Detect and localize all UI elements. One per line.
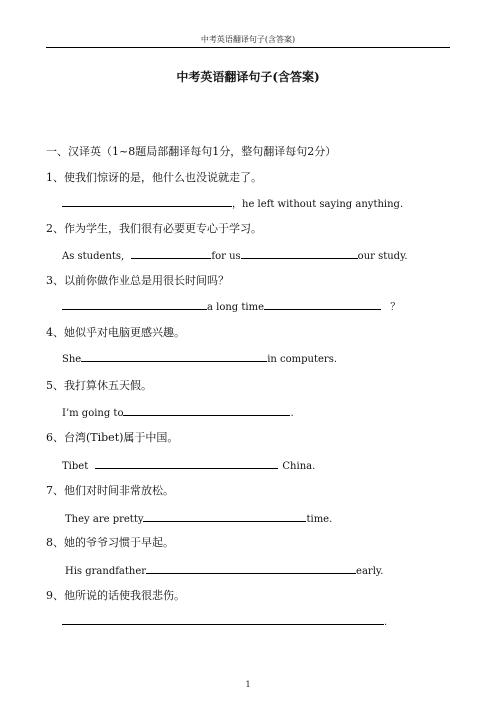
answer-9 [62,613,387,628]
question-9: 9、他所说的话使我很悲伤。 [46,589,185,602]
answer-text: Tibet [62,461,89,472]
answer-blank [62,298,207,310]
answer-text: in computers. [267,354,338,365]
answer-text: China. [282,461,316,472]
answer-text: ？ [390,302,401,313]
question-1: 1、使我们惊讶的是，他什么也没说就走了。 [46,171,262,184]
answer-text: As students, [62,251,125,262]
answer-text: ，he left without saying anything. [232,199,404,210]
answer-text: early. [356,566,384,577]
page-number: 1 [245,680,251,689]
question-2: 2、作为学生，我们很有必要更专心于学习。 [46,222,262,235]
question-3: 3、以前你做作业总是用很长时间吗？ [46,274,229,287]
answer-text: They are pretty [65,514,144,525]
answer-text: a long time [207,302,264,313]
answer-blank [62,613,384,625]
answer-8 [65,562,383,577]
answer-blank [146,562,356,574]
answer-blank [241,247,358,259]
answer-blank [143,510,306,522]
question-5: 5、我打算休五天假。 [46,379,152,392]
question-7: 7、他们对时间非常放松。 [46,484,174,497]
answer-text: for us [211,251,241,262]
answer-5 [62,404,294,419]
answer-text: His grandfather [65,566,147,577]
page-title: 中考英语翻译句子(含答案) [176,70,320,84]
question-6: 6、台湾(Tibet)属于中国。 [46,431,179,444]
answer-6 [62,457,315,472]
section-heading: 一、汉译英（1~8题局部翻译每句1分，整句翻译每句2分） [46,145,337,158]
answer-text: time. [306,514,333,525]
answer-2 [62,247,408,262]
answer-text: . [384,617,388,628]
answer-1 [62,195,403,210]
answer-blank [123,404,290,416]
answer-text: our study. [357,251,408,262]
answer-text: . [290,408,294,419]
answer-blank [81,350,267,362]
answer-4 [62,350,337,365]
answer-text: I’m going to [62,408,124,419]
answer-blank [95,457,278,469]
question-4: 4、她似乎对电脑更感兴趣。 [46,326,185,339]
running-header: 中考英语翻译句子(含答案) [200,35,296,44]
answer-blank [264,298,381,310]
answer-7 [65,510,332,525]
header-rule [46,47,450,48]
answer-blank [62,195,232,207]
answer-text: She [62,354,82,365]
answer-3 [62,298,400,313]
question-8: 8、她的爷爷习惯于早起。 [46,536,174,549]
answer-blank [131,247,211,259]
